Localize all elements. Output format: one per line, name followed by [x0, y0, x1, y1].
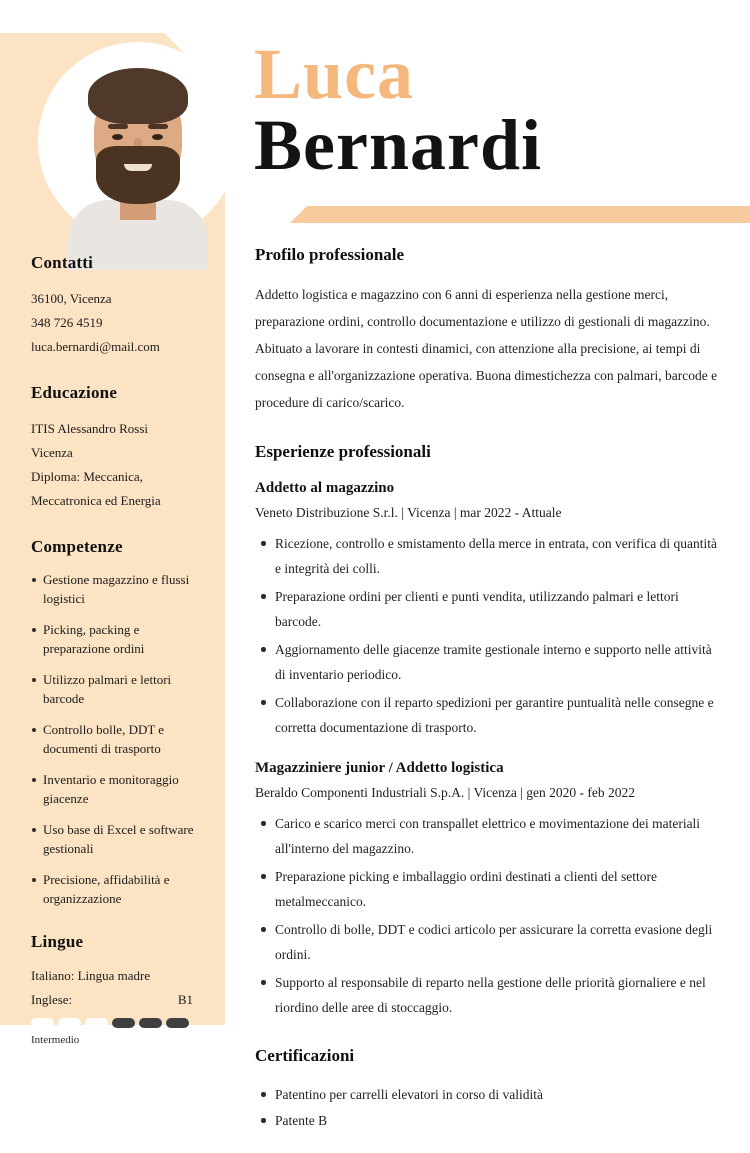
- languages-title: Lingue: [31, 932, 84, 951]
- skill-item: Precisione, affidabilità e organizzazione: [31, 871, 205, 908]
- job-bullet: Preparazione ordini per clienti e punti vendita, utilizzando palmari e lettori barcode.: [255, 584, 723, 634]
- education-city: Vicenza: [31, 445, 73, 460]
- skill-item: Gestione magazzino e flussi logistici: [31, 571, 205, 608]
- education-diploma-2: Meccatronica ed Energia: [31, 493, 161, 508]
- job-bullets: [255, 531, 723, 740]
- profile-title: Profilo professionale: [255, 245, 405, 264]
- language-level-caption: Intermedio: [31, 1034, 80, 1046]
- contact-location: 36100, Vicenza: [31, 291, 112, 306]
- language-level-bar: [31, 1018, 205, 1028]
- contacts-section: [31, 253, 205, 359]
- certifications-list: [255, 1082, 723, 1133]
- job-bullet: Collaborazione con il reparto spedizioni per garantire puntualità nelle consegne e corretta documentazione di trasporto.: [255, 690, 723, 740]
- profile-text: Addetto logistica e magazzino con 6 anni di esperienza nella gestione merci, preparazione ordini, controllo documentazione e utilizzo di gestionali di magazzino. Abituato a lavorare in contesti dinamici, con attenzione alla precisione, ai tempi di consegna e all'organizzazione operativa. Buona dimestichezza con palmari, barcode e procedure di carico/scarico.: [255, 287, 718, 410]
- job: [255, 480, 723, 740]
- education-school: ITIS Alessandro Rossi: [31, 421, 148, 436]
- language-second-row: [31, 988, 193, 1012]
- skill-item: Inventario e monitoraggio giacenze: [31, 771, 205, 808]
- sidebar: [0, 33, 225, 1046]
- skills-list: [31, 571, 205, 908]
- education-title: Educazione: [31, 383, 118, 402]
- experience-section: [255, 442, 723, 1020]
- first-name: Luca: [254, 34, 415, 114]
- job-meta: Beraldo Componenti Industriali S.p.A. | Vicenza | gen 2020 - feb 2022: [255, 785, 636, 800]
- contact-phone: 348 726 4519: [31, 315, 103, 330]
- job-meta: Veneto Distribuzione S.r.l. | Vicenza | mar 2022 - Attuale: [255, 505, 562, 520]
- job-bullet: Ricezione, controllo e smistamento della merce in entrata, con verifica di quantità e integrità dei colli.: [255, 531, 723, 581]
- job-bullet: Aggiornamento delle giacenze tramite gestionale interno e supporto nelle attività di inventario periodico.: [255, 637, 723, 687]
- header-name: [254, 34, 542, 185]
- contacts-title: Contatti: [31, 253, 94, 272]
- contact-email: luca.bernardi@mail.com: [31, 339, 160, 354]
- language-second-label: Inglese:: [31, 992, 73, 1007]
- job: [255, 760, 723, 1020]
- job-bullet: Supporto al responsabile di reparto nella gestione delle priorità giornaliere e nel riordino delle aree di stoccaggio.: [255, 970, 723, 1020]
- level-segment-dark: [166, 1018, 189, 1028]
- education-section: [31, 383, 205, 513]
- level-segment-light: [31, 1018, 54, 1028]
- language-native: Italiano: Lingua madre: [31, 968, 151, 983]
- certification-item: Patente B: [255, 1108, 723, 1133]
- certifications-section: [255, 1040, 723, 1133]
- job-role: Addetto al magazzino: [255, 480, 395, 496]
- job-bullets: [255, 811, 723, 1020]
- level-segment-light: [58, 1018, 81, 1028]
- language-second-level: B1: [177, 992, 193, 1007]
- level-segment-dark: [139, 1018, 162, 1028]
- job-bullet: Carico e scarico merci con transpallet elettrico e movimentazione dei materiali all'interno del magazzino.: [255, 811, 723, 861]
- job-role: Magazziniere junior / Addetto logistica: [255, 760, 504, 776]
- skill-item: Uso base di Excel e software gestionali: [31, 821, 205, 858]
- education-diploma-1: Diploma: Meccanica,: [31, 469, 143, 484]
- skills-section: [31, 537, 205, 908]
- profile-section: [255, 245, 723, 416]
- skills-title: Competenze: [31, 537, 123, 556]
- certification-item: Patentino per carrelli elevatori in corso di validità: [255, 1082, 723, 1107]
- skill-item: Controllo bolle, DDT e documenti di trasporto: [31, 721, 205, 758]
- level-segment-light: [85, 1018, 108, 1028]
- last-name: Bernardi: [254, 105, 542, 185]
- job-bullet: Controllo di bolle, DDT e codici articolo per assicurare la corretta evasione degli ordini.: [255, 917, 723, 967]
- languages-section: [31, 932, 205, 1046]
- skill-item: Utilizzo palmari e lettori barcode: [31, 671, 205, 708]
- level-segment-dark: [112, 1018, 135, 1028]
- job-bullet: Preparazione picking e imballaggio ordini destinati a clienti del settore metalmeccanico.: [255, 864, 723, 914]
- header-accent-ribbon: [290, 206, 750, 223]
- main-column: [255, 245, 723, 1153]
- certifications-title: Certificazioni: [255, 1046, 355, 1065]
- experience-title: Esperienze professionali: [255, 442, 431, 461]
- skill-item: Picking, packing e preparazione ordini: [31, 621, 205, 658]
